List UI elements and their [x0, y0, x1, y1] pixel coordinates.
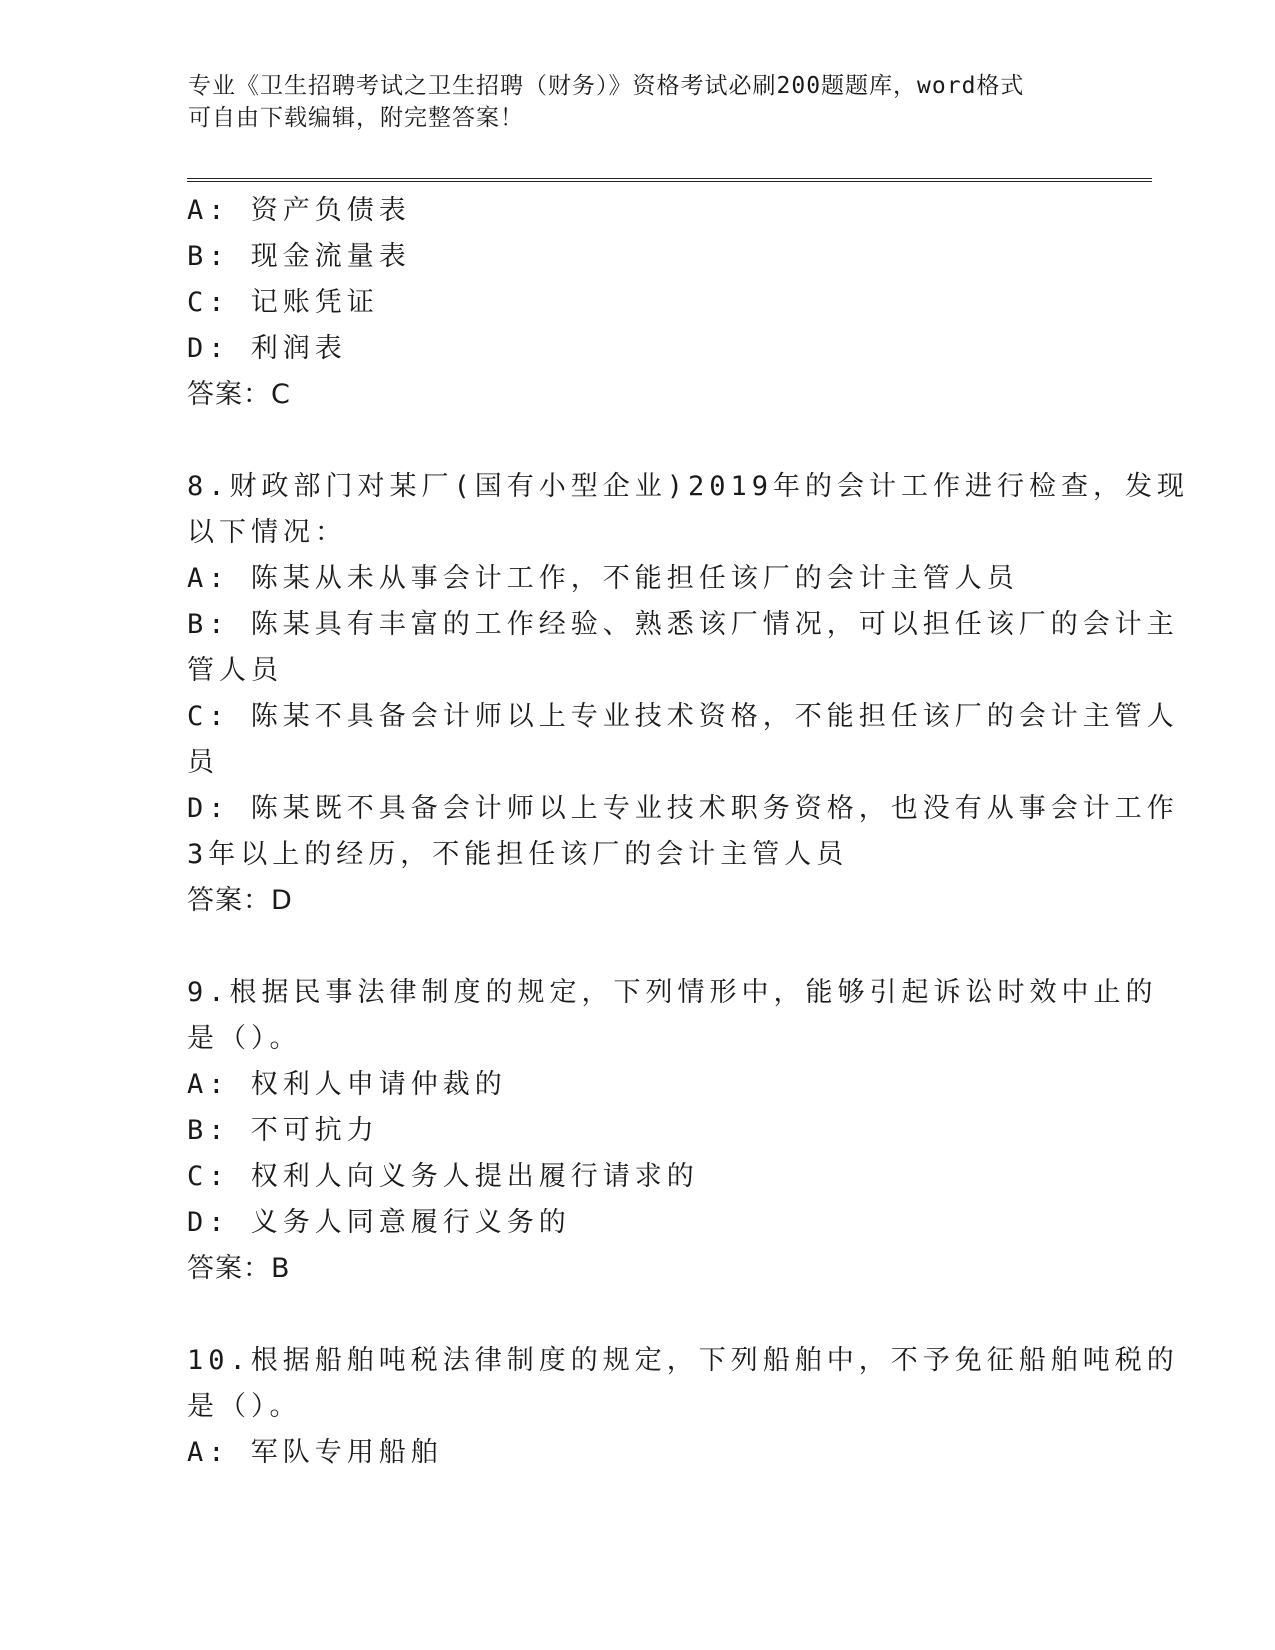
- q8-option-c-line-2: 员: [187, 747, 219, 778]
- header-title-line-1: 专业《卫生招聘考试之卫生招聘（财务）》资格考试必刷200题题库，word格式: [188, 73, 1025, 99]
- q8-answer: 答案：D: [187, 885, 293, 916]
- q8-option-a: A: 陈某从未从事会计工作，不能担任该厂的会计主管人员: [187, 563, 1019, 594]
- q8-option-b-line-1: B: 陈某具有丰富的工作经验、熟悉该厂情况，可以担任该厂的会计主: [187, 609, 1179, 640]
- q10-option-a: A: 军队专用船舶: [187, 1437, 443, 1468]
- question-7-options: [187, 188, 1087, 418]
- q7-option-a: A: 资产负债表: [187, 195, 411, 226]
- q10-stem-line-2: 是（）。: [187, 1391, 302, 1422]
- q8-option-c-line-1: C: 陈某不具备会计师以上专业技术资格，不能担任该厂的会计主管人: [187, 701, 1179, 732]
- q9-option-b: B: 不可抗力: [187, 1115, 379, 1146]
- q7-answer: 答案：C: [187, 379, 291, 410]
- q7-option-d: D: 利润表: [187, 333, 347, 364]
- q8-stem-line-1: 8.财政部门对某厂(国有小型企业)2019年的会计工作进行检查，发现: [187, 471, 1190, 502]
- q9-option-d: D: 义务人同意履行义务的: [187, 1207, 571, 1238]
- header-divider: [187, 178, 1152, 182]
- question-10: [187, 1338, 1179, 1476]
- spacer: [187, 924, 1087, 970]
- header-title-line-2: 可自由下载编辑，附完整答案！: [188, 105, 524, 131]
- q9-stem-line-2: 是（）。: [187, 1023, 302, 1054]
- q7-option-b: B: 现金流量表: [187, 241, 411, 272]
- q9-stem-line-1: 9.根据民事法律制度的规定，下列情形中，能够引起诉讼时效中止的: [187, 977, 1158, 1008]
- q9-option-a: A: 权利人申请仲裁的: [187, 1069, 507, 1100]
- question-content: [187, 188, 1190, 1476]
- q8-stem-line-2: 以下情况：: [187, 517, 347, 548]
- q8-option-d-line-1: D: 陈某既不具备会计师以上专业技术职务资格，也没有从事会计工作: [187, 793, 1179, 824]
- document-header: [188, 70, 1068, 134]
- spacer: [187, 1292, 1087, 1338]
- q7-option-c: C: 记账凭证: [187, 287, 379, 318]
- q8-option-b-line-2: 管人员: [187, 655, 283, 686]
- q9-option-c: C: 权利人向义务人提出履行请求的: [187, 1161, 699, 1192]
- spacer: [187, 418, 1087, 464]
- q9-answer: 答案：B: [187, 1253, 291, 1284]
- q8-option-d-line-2: 3年以上的经历，不能担任该厂的会计主管人员: [187, 839, 849, 870]
- question-9: [187, 970, 1158, 1292]
- question-8: [187, 464, 1190, 924]
- q10-stem-line-1: 10.根据船舶吨税法律制度的规定，下列船舶中，不予免征船舶吨税的: [187, 1345, 1179, 1376]
